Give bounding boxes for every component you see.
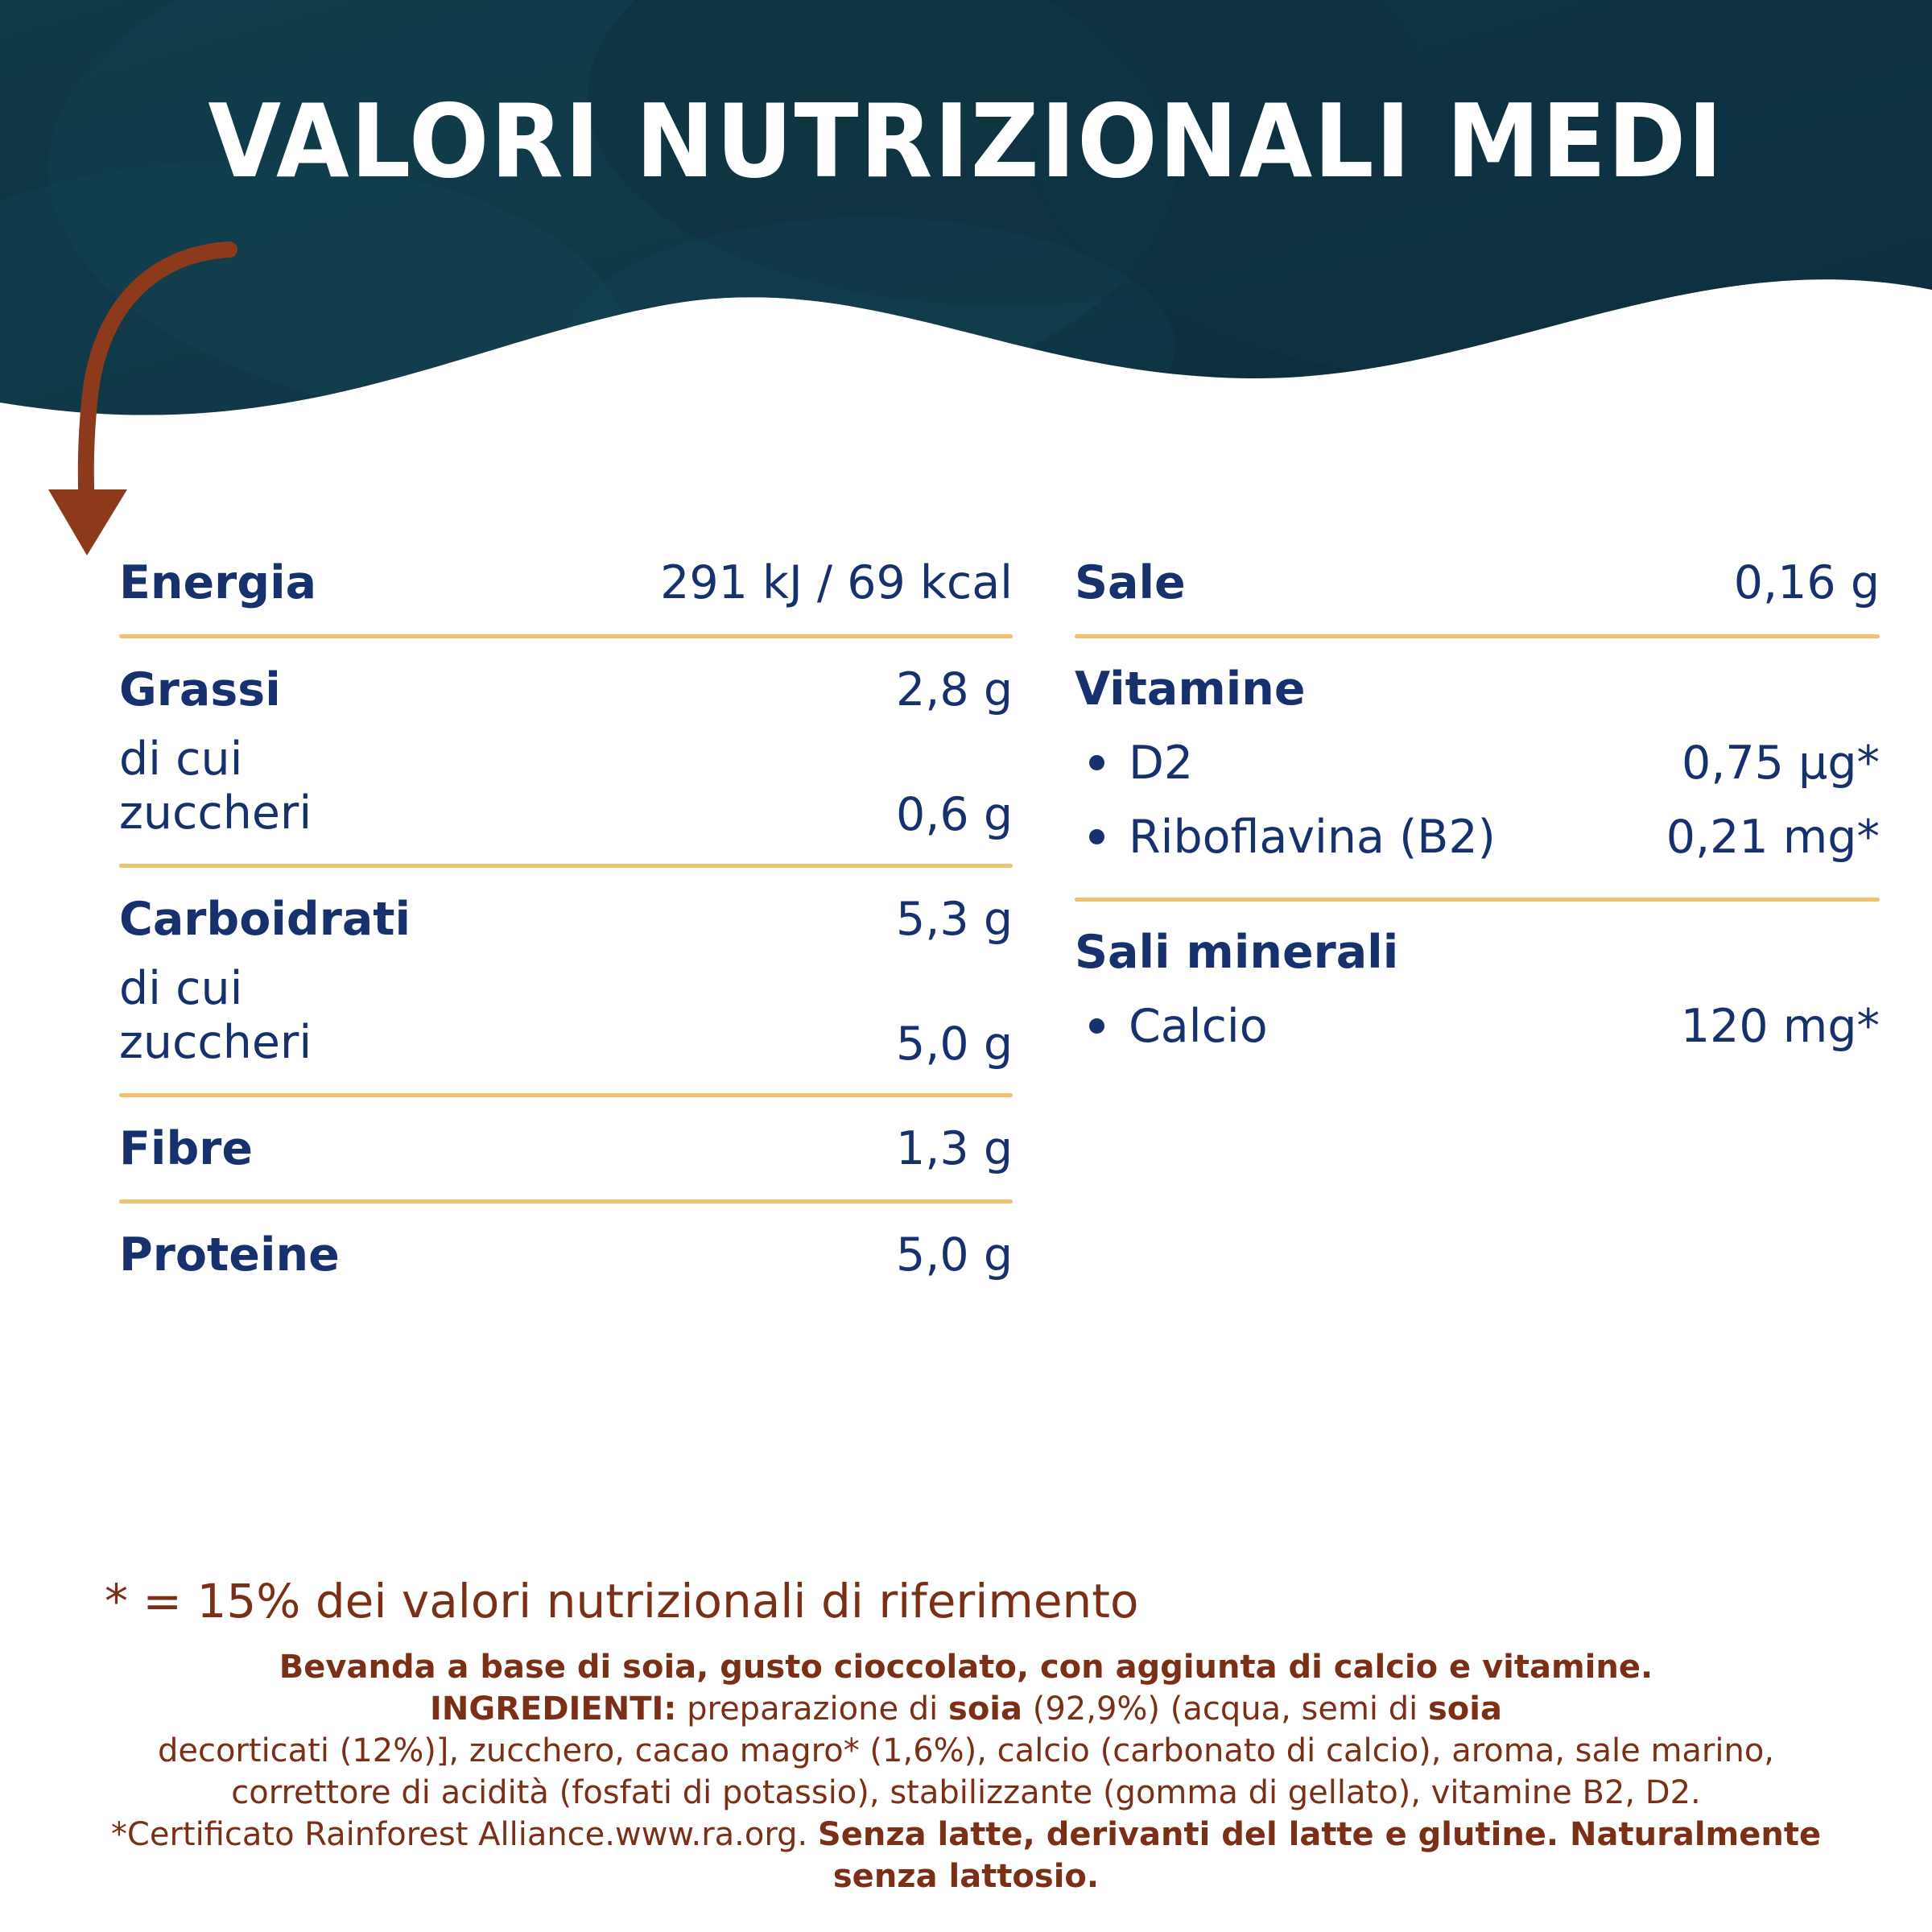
subrow-value: 0,6 g [896, 787, 1013, 841]
ingredients-line-2 [48, 1688, 1884, 1730]
item-label: Riboflavina (B2) [1129, 810, 1496, 864]
row-label: Fibre [119, 1121, 254, 1175]
item-value: 120 mg* [1680, 999, 1880, 1053]
subrow-label: di cui zuccheri [119, 733, 312, 840]
nutrition-subrow-carboidrati-zuccheri [119, 962, 1013, 1071]
nutrition-row-sale [1075, 555, 1880, 612]
nutrition-subrow-grassi-zuccheri [119, 733, 1013, 841]
nutrition-row-proteine [119, 1228, 1013, 1284]
row-value: 5,0 g [896, 1228, 1013, 1282]
vitamin-item-d2 [1075, 737, 1880, 790]
ingredients-line-3: decorticati (12%)], zucchero, cacao magro* (1,6%), calcio (carbonato di calcio), aroma, sale marino, [157, 1732, 1775, 1769]
row-divider [1075, 898, 1880, 902]
ingredients-prefix: INGREDIENTI: [430, 1690, 677, 1728]
row-label: Sale [1075, 556, 1186, 609]
page-title: VALORI NUTRIZIONALI MEDI [208, 82, 1724, 200]
curved-arrow-icon [32, 233, 274, 580]
ingredients-text-c: (92,9%) (acqua, semi di [1022, 1690, 1428, 1728]
free-from-claim: Senza latte, derivanti del latte e glutine. Naturalmente [817, 1816, 1822, 1853]
allergen-soia-1: soia [948, 1690, 1023, 1728]
bullet-icon [1089, 829, 1104, 844]
row-value: 0,16 g [1733, 556, 1880, 609]
header-banner [0, 0, 1932, 564]
vitamin-item-riboflavina [1075, 811, 1880, 864]
certification-text: *Certificato Rainforest Alliance.www.ra.org. [110, 1816, 818, 1853]
product-description: Bevanda a base di soia, gusto cioccolato, con aggiunta di calcio e vitamine. [279, 1649, 1653, 1686]
nutrition-group-vitamine [1075, 663, 1880, 864]
allergen-soia-2: soia [1427, 1690, 1502, 1728]
ingredients-block [48, 1646, 1884, 1897]
row-value: 291 kJ / 69 kcal [660, 556, 1013, 609]
row-label: Grassi [119, 663, 281, 716]
reference-footnote: * = 15% dei valori nutrizionali di riferimento [105, 1574, 1139, 1629]
row-divider [1075, 634, 1880, 638]
nutrition-column-left [119, 555, 1013, 1284]
item-value: 0,21 mg* [1666, 810, 1880, 864]
ingredients-line-5 [48, 1814, 1884, 1856]
subrow-value: 5,0 g [896, 1017, 1013, 1071]
nutrition-row-carboidrati [119, 892, 1013, 1071]
nutrition-row-energia [119, 555, 1013, 612]
item-label: D2 [1129, 736, 1194, 790]
ingredients-line-1 [48, 1646, 1884, 1688]
item-label: Calcio [1129, 999, 1268, 1053]
nutrition-group-sali-minerali [1075, 926, 1880, 1053]
mineral-item-calcio [1075, 1000, 1880, 1053]
subrow-label: di cui zuccheri [119, 962, 312, 1070]
group-heading: Vitamine [1075, 662, 1306, 716]
nutrition-column-right [1075, 555, 1880, 1284]
nutrition-row-grassi [119, 663, 1013, 841]
ingredients-line-6 [48, 1856, 1884, 1897]
row-value: 5,3 g [896, 892, 1013, 946]
row-label: Carboidrati [119, 892, 411, 946]
row-label: Energia [119, 556, 317, 609]
row-divider [119, 1199, 1013, 1203]
bullet-icon [1089, 755, 1104, 770]
row-value: 2,8 g [896, 663, 1013, 716]
row-label: Proteine [119, 1228, 340, 1282]
row-divider [119, 634, 1013, 638]
nutrition-table [0, 555, 1932, 1284]
bullet-icon [1089, 1018, 1104, 1034]
ingredients-line-4: correttore di acidità (fosfati di potassio), stabilizzante (gomma di gellato), vitamine B2, D2. [231, 1774, 1701, 1811]
row-divider [119, 1093, 1013, 1097]
group-heading: Sali minerali [1075, 925, 1399, 979]
row-divider [119, 864, 1013, 868]
row-value: 1,3 g [896, 1121, 1013, 1175]
item-value: 0,75 µg* [1682, 736, 1880, 790]
lactose-free-claim: senza lattosio. [832, 1858, 1100, 1895]
ingredients-text-a: preparazione di [676, 1690, 949, 1728]
nutrition-row-fibre [119, 1121, 1013, 1178]
